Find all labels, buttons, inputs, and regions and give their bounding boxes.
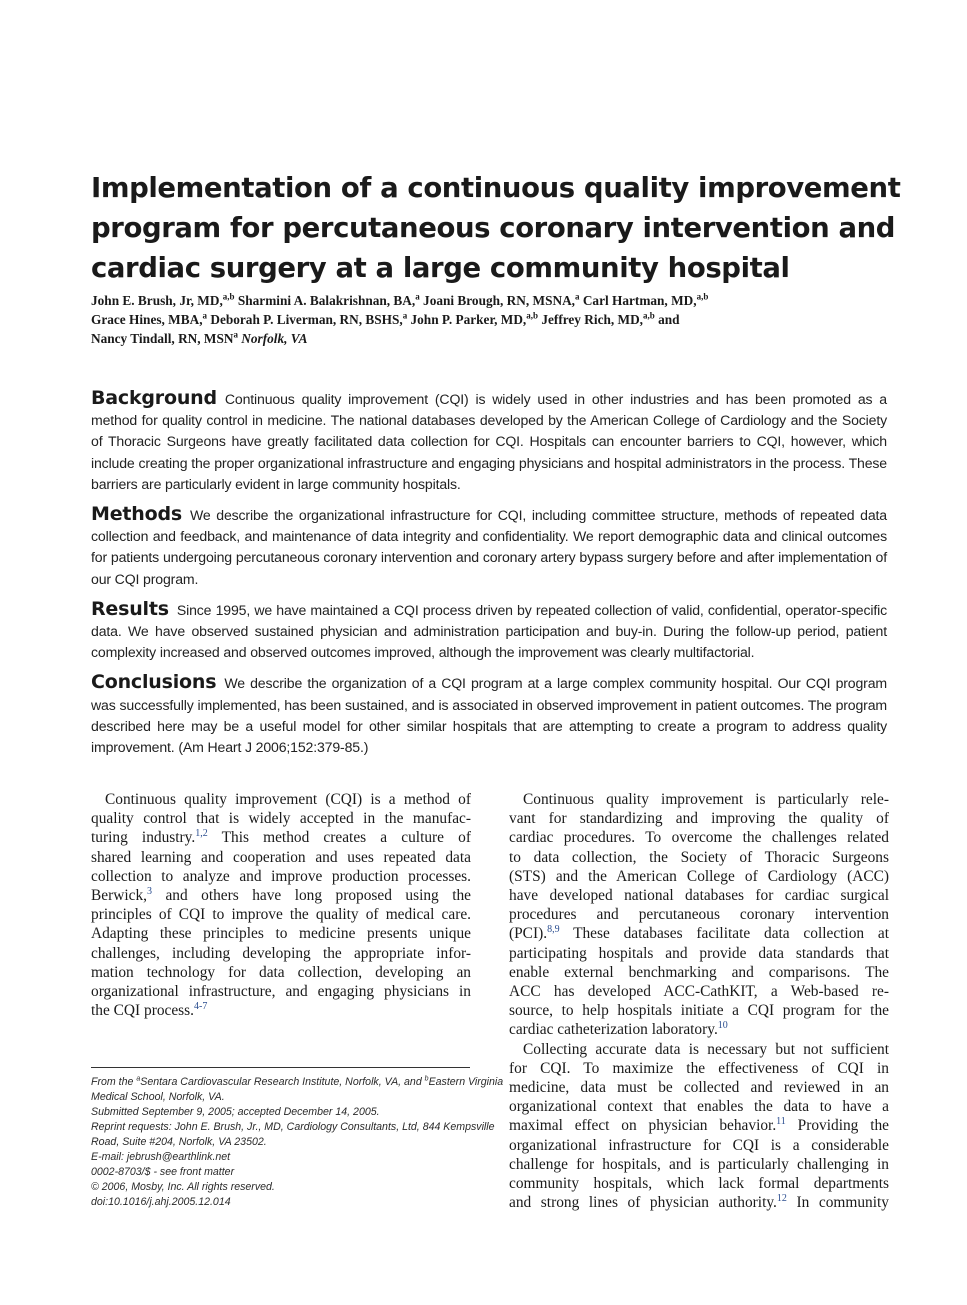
author: Nancy Tindall, RN, MSN (91, 331, 234, 346)
text-line: Adapting these principles to medicine presents unique (91, 925, 471, 943)
author-line (91, 329, 891, 348)
text-fragment: and others have long proposed using the (152, 887, 471, 905)
author: Sharmini A. Balakrishnan, BA, (234, 293, 416, 308)
author: Deborah P. Liverman, RN, BSHS, (207, 312, 403, 327)
footnote-line: Road, Suite #204, Norfolk, VA 23502. (91, 1136, 267, 1148)
text-line: ACC has developed ACC-CathKIT, a Web-based re- (509, 983, 889, 1001)
text-line: enable external benchmarking and comparisons. The (509, 963, 889, 981)
text-line (91, 828, 471, 847)
abstract-text: We describe the organizational infrastructure for CQI, including committee structure, methods of repeated data collection and feedback, and maintenance of data integrity and confidentiality. We report demographic data and clinical outcomes for patients undergoing percutaneous coronary intervention and coronary artery bypass surgery before and after implementation of our CQI program. (91, 507, 887, 587)
footnote-text: Sentara Cardiovascular Research Institute, Norfolk, VA, and (140, 1076, 425, 1088)
footnote-text: From the (91, 1076, 137, 1088)
affiliation-mark: a (575, 291, 580, 302)
text-line (91, 886, 471, 905)
title-line: program for percutaneous coronary intervention and (91, 212, 896, 244)
affiliation-mark: a (202, 310, 208, 321)
text-fragment: This method creates a culture of (207, 829, 471, 847)
abstract-text: Since 1995, we have maintained a CQI process driven by repeated collection of valid, confidential, operator-specific data. We have observed sustained physician and administration participation and buy-in. During the follow-up period, patient complexity increased and observed outcomes improved, although the improvement was clearly multifactorial. (91, 601, 887, 661)
text-fragment: Providing the (785, 1117, 890, 1135)
text-line (509, 1020, 889, 1039)
author: John P. Parker, MD, (407, 312, 527, 327)
text-line: (STS) and the American College of Cardiology (ACC) (509, 867, 889, 885)
copyright-line: © 2006, Mosby, Inc. All rights reserved. (91, 1181, 275, 1193)
title-line: cardiac surgery at a large community hospital (91, 252, 790, 284)
footnotes (91, 1075, 504, 1210)
footnote-divider (91, 1067, 470, 1068)
citation-link[interactable]: 11 (776, 1116, 786, 1128)
text-line: source, to help hospitals initiate a CQI program for the (509, 1002, 889, 1020)
text-line: medicine, data must be collected and reviewed in an (509, 1079, 889, 1097)
text-fragment: and strong lines of physician authority. (509, 1194, 777, 1212)
abstract-heading: Conclusions (91, 671, 217, 694)
citation-link[interactable]: 4-7 (194, 1001, 208, 1013)
text-line (91, 1001, 471, 1020)
affiliation-mark: a,b (526, 310, 539, 321)
abstract-conclusions (91, 672, 887, 758)
text-line: organizational infrastructure, and engaging physicians in (91, 983, 471, 1001)
text-line: Continuous quality improvement is particularly rele- (523, 791, 889, 808)
text-line: cardiac procedures. To overcome the challenges related (509, 829, 889, 847)
text-line (509, 1193, 889, 1212)
author-line (91, 310, 891, 329)
text-line: community hospitals, which lack formal departments (509, 1175, 889, 1193)
text-fragment: In community (786, 1194, 889, 1212)
text-line: collection to analyze and improve production processes. (91, 867, 471, 885)
abstract-text: Continuous quality improvement (CQI) is widely used in other industries and has been promoted as a method for quality control in medicine. The national databases developed by the American College of Cardiology and the Society of Thoracic Surgeons have greatly facilitated data collection for CQI. Hospitals can encounter barriers to CQI, however, which include creating the proper organizational infrastructure and engaging physicians and hospital administrators in the process. These barriers are particularly evident in large community hospitals. (91, 391, 887, 492)
text-line: quality control that is widely accepted in the manufac- (91, 810, 471, 828)
text-line (509, 1116, 889, 1135)
author-location: Norfolk, VA (237, 331, 308, 346)
text-fragment: Berwick, (91, 887, 147, 905)
text-fragment: These databases facilitate data collection at (559, 925, 889, 943)
text-line: to data collection, the Society of Thoracic Surgeons (509, 848, 889, 866)
affiliation-mark: a (402, 310, 408, 321)
abstract-text: We describe the organization of a CQI program at a large complex community hospital. Our CQI program was successfully implemented, has been sustained, and is associated in observed improvement in patient outcomes. The program described here may be a useful model for other similar hospitals that are attempting to create a program to address quality improvement. (Am Heart J 2006;152:379-85.) (91, 675, 887, 756)
affiliation-mark: a (136, 1075, 141, 1083)
text-line: for CQI. To maximize the effectiveness of CQI in (509, 1059, 889, 1077)
affiliation-mark: b (424, 1075, 429, 1083)
page-title (91, 168, 901, 288)
author: Joani Brough, RN, MSNA, (419, 293, 575, 308)
text-fragment: the CQI process. (91, 1002, 195, 1020)
doi-link[interactable]: doi:10.1016/j.ahj.2005.12.014 (91, 1196, 231, 1208)
affiliation-mark: a,b (696, 291, 709, 302)
author: Jeffrey Rich, MD, (538, 312, 644, 327)
abstract (91, 388, 887, 767)
affiliation-mark: a (233, 329, 238, 340)
abstract-background (91, 388, 887, 495)
abstract-heading: Methods (91, 503, 182, 526)
abstract-heading: Background (91, 387, 217, 409)
affiliation-mark: a (415, 291, 420, 302)
body-column-left (91, 790, 471, 1020)
abstract-results (91, 599, 887, 664)
text-fragment: turing industry. (91, 829, 196, 847)
text-line: Collecting accurate data is necessary but not sufficient (523, 1040, 889, 1058)
conjunction: and (654, 312, 680, 327)
author-list (91, 291, 891, 348)
text-line: mation technology for data collection, developing an (91, 963, 471, 981)
citation-link[interactable]: 1,2 (195, 828, 208, 840)
citation-link[interactable]: 12 (776, 1193, 787, 1205)
text-line: procedures and percutaneous coronary intervention (509, 906, 889, 924)
body-column-right (509, 790, 889, 1212)
text-line: have developed national databases for cardiac surgical (509, 887, 889, 905)
footnote-line (91, 1075, 504, 1090)
footnote-line: Medical School, Norfolk, VA. (91, 1091, 225, 1103)
citation-link[interactable]: 3 (147, 885, 152, 897)
author: John E. Brush, Jr, MD, (91, 293, 223, 308)
abstract-heading: Results (91, 597, 169, 620)
text-line: organizational context that enables the data to have a (509, 1098, 889, 1116)
title-line: Implementation of a continuous quality improvement (91, 172, 901, 204)
footnote-line: Submitted September 9, 2005; accepted December 14, 2005. (91, 1106, 380, 1118)
text-line: challenges, including developing the appropriate infor- (91, 944, 471, 962)
text-line: principles of CQI to improve the quality of medical care. (91, 906, 471, 924)
author: Grace Hines, MBA, (91, 312, 203, 327)
footnote-line: Reprint requests: John E. Brush, Jr., MD, Cardiology Consultants, Ltd, 844 Kempsville (91, 1121, 495, 1133)
author-line (91, 291, 891, 310)
text-line: participating hospitals and provide data standards that (509, 944, 889, 962)
text-line: shared learning and cooperation and uses repeated data (91, 848, 471, 866)
footnote-line: 0002-8703/$ - see front matter (91, 1166, 235, 1178)
text-line: Continuous quality improvement (CQI) is a method of (105, 791, 471, 808)
email-link[interactable]: E-mail: jebrush@earthlink.net (91, 1151, 231, 1163)
text-fragment: (PCI). (509, 925, 548, 943)
affiliation-mark: a,b (643, 310, 655, 321)
text-fragment: cardiac catheterization laboratory. (509, 1021, 718, 1039)
text-fragment: maximal effect on physician behavior. (509, 1117, 777, 1135)
author: Carl Hartman, MD, (579, 293, 697, 308)
affiliation-mark: a,b (222, 291, 235, 302)
citation-link[interactable]: 8,9 (547, 924, 560, 936)
footnote-text: Eastern Virginia (428, 1076, 504, 1088)
text-line: challenge for hospitals, and is particularly challenging in (509, 1155, 889, 1173)
abstract-methods (91, 504, 887, 590)
text-line (509, 924, 889, 943)
citation-link[interactable]: 10 (717, 1020, 728, 1032)
text-line: vant for standardizing and improving the quality of (509, 810, 889, 828)
text-line: organizational infrastructure for CQI is a considerable (509, 1136, 889, 1154)
